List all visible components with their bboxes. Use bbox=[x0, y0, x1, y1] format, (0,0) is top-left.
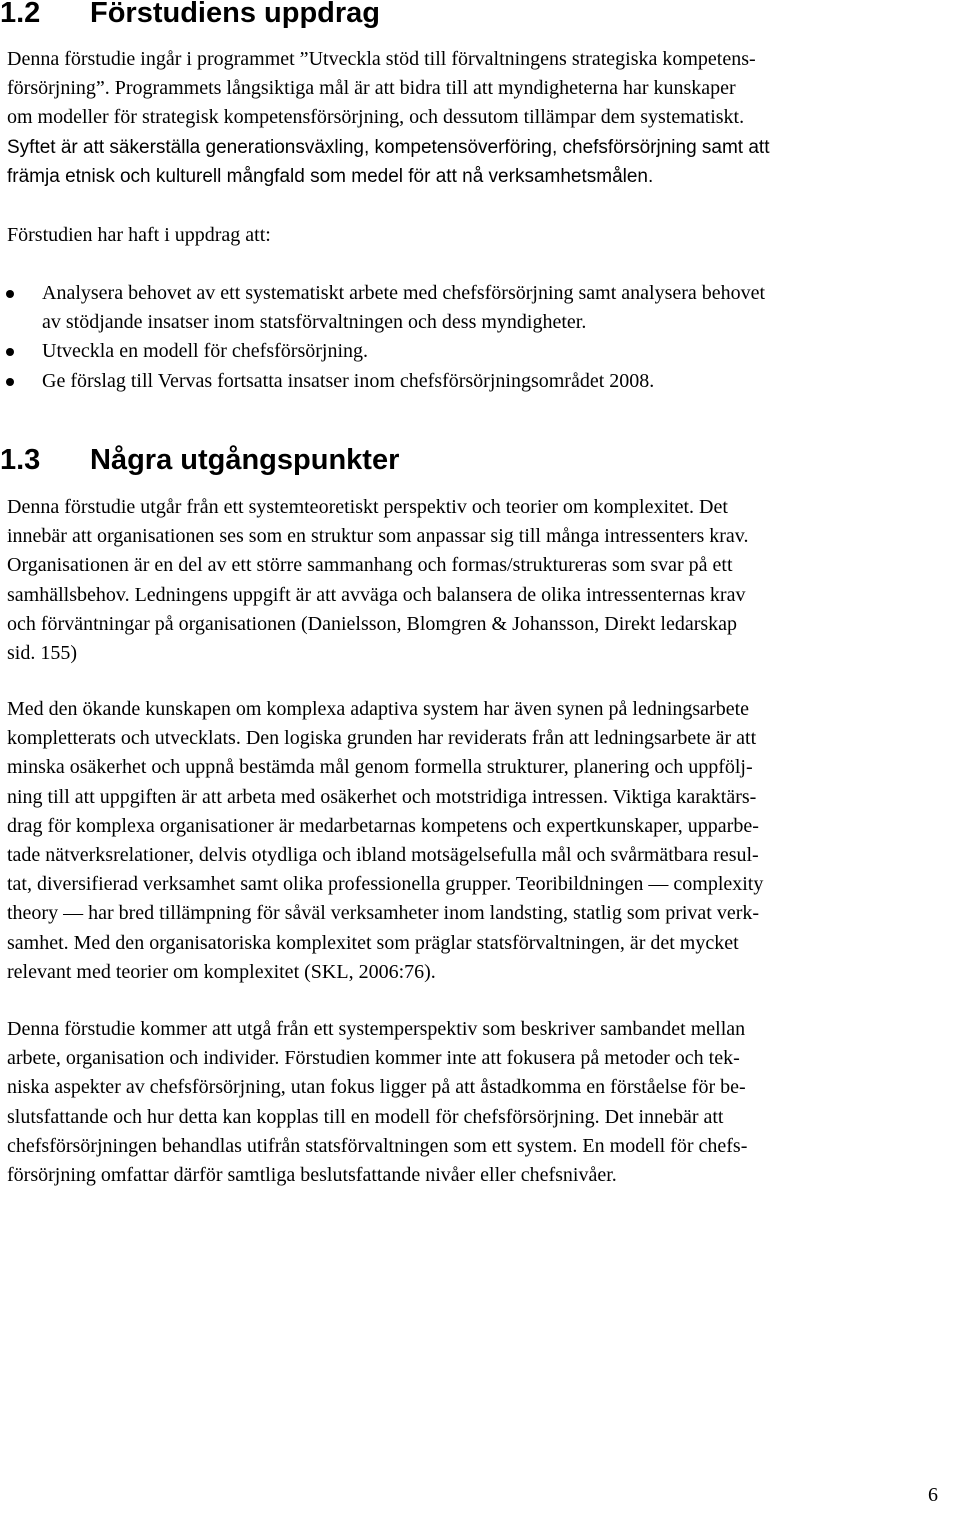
text-line: försörjning”. Programmets långsiktiga mål är att bidra till att myndigheterna har kunskaper bbox=[7, 77, 736, 100]
text-line: slutsfattande och hur detta kan kopplas till en modell för chefsförsörjning. Det innebär att bbox=[7, 1105, 724, 1128]
text-line: försörjning omfattar därför samtliga beslutsfattande nivåer eller chefsnivåer. bbox=[7, 1164, 617, 1187]
assignment-bullet-list bbox=[0, 279, 960, 396]
text-line: Förstudien har haft i uppdrag att: bbox=[7, 224, 271, 246]
text-line: minska osäkerhet och uppnå bestämda mål genom formella strukturer, planering och uppfölj- bbox=[7, 756, 753, 779]
list-item bbox=[0, 337, 960, 366]
text-line: Denna förstudie ingår i programmet ”Utveckla stöd till förvaltningens strategiska kompetens- bbox=[7, 48, 756, 70]
text-line: sid. 155) bbox=[7, 642, 77, 665]
text-line: Denna förstudie utgår från ett systemteoretiskt perspektiv och teorier om komplexitet. Det bbox=[7, 496, 728, 518]
text-line: drag för komplexa organisationer är medarbetarnas kompetens och expertkunskaper, upparbe- bbox=[7, 814, 759, 837]
section-title: Några utgångspunkter bbox=[90, 444, 400, 476]
page-number: 6 bbox=[928, 1484, 938, 1506]
text-line: Ge förslag till Vervas fortsatta insatser inom chefsförsörjningsområdet 2008. bbox=[42, 369, 655, 392]
text-line: chefsförsörjningen behandlas utifrån statsförvaltningen som ett system. En modell för chefs- bbox=[7, 1134, 748, 1157]
text-line: arbete, organisation och individer. Förstudien kommer inte att fokusera på metoder och tek- bbox=[7, 1047, 740, 1070]
text-line: tade nätverksrelationer, delvis otydliga och ibland motsägelsefulla mål och svårmätbara resul- bbox=[7, 844, 759, 867]
text-line: Syftet är att säkerställa generationsväxling, kompetensöverföring, chefsförsörjning samt att bbox=[7, 136, 770, 158]
text-line: theory — har bred tillämpning för såväl verksamheter inom landsting, statlig som privat verk- bbox=[7, 902, 760, 925]
text-line: kompletterats och utvecklats. Den logiska grunden har reviderats från att ledningsarbete är att bbox=[7, 727, 757, 750]
section-number: 1.2 bbox=[0, 0, 41, 29]
text-line: av stödjande insatser inom statsförvaltningen och dess myndigheter. bbox=[42, 311, 587, 334]
section-heading-1-3 bbox=[0, 443, 399, 477]
text-line: Organisationen är en del av ett större sammanhang och formas/struktureras som svar på ett bbox=[7, 554, 733, 577]
text-line: tat, diversifierad verksamhet samt olika professionella grupper. Teoribildningen — complexity bbox=[7, 873, 764, 896]
section-title: Förstudiens uppdrag bbox=[90, 0, 380, 29]
text-line: om modeller för strategisk kompetensförsörjning, och dessutom tillämpar dem systematiskt. bbox=[7, 106, 745, 129]
list-item bbox=[0, 367, 960, 396]
bullet-icon bbox=[6, 290, 14, 298]
list-item bbox=[0, 279, 960, 337]
section-heading-1-2 bbox=[0, 0, 380, 30]
text-line: främja etnisk och kulturell mångfald som medel för att nå verksamhetsmålen. bbox=[7, 165, 654, 187]
text-line: Denna förstudie kommer att utgå från ett systemperspektiv som beskriver sambandet mellan bbox=[7, 1018, 746, 1040]
paragraph-complexity-theory bbox=[7, 695, 960, 987]
paragraph-systems-theory bbox=[7, 493, 960, 668]
text-line: niska aspekter av chefsförsörjning, utan fokus ligger på att åstadkomma en förståelse för be- bbox=[7, 1076, 746, 1099]
text-line: Med den ökande kunskapen om komplexa adaptiva system har även synen på ledningsarbete bbox=[7, 698, 750, 720]
bullet-icon bbox=[6, 348, 14, 356]
paragraph-system-perspective bbox=[7, 1015, 960, 1190]
text-line: samhällsbehov. Ledningens uppgift är att avväga och balansera de olika intressenternas krav bbox=[7, 583, 746, 606]
text-line: samhet. Med den organisatoriska komplexitet som präglar statsförvaltningen, är det mycket bbox=[7, 931, 739, 954]
text-line: ning till att uppgiften är att arbeta med osäkerhet och motstridiga intressen. Viktiga karaktärs- bbox=[7, 785, 757, 808]
text-line: och förväntningar på organisationen (Danielsson, Blomgren & Johansson, Direkt ledarskap bbox=[7, 612, 738, 635]
text-line: innebär att organisationen ses som en struktur som anpassar sig till många intressenters krav. bbox=[7, 525, 749, 548]
text-line: relevant med teorier om komplexitet (SKL, 2006:76). bbox=[7, 960, 436, 983]
paragraph-program-background bbox=[7, 45, 960, 191]
bullet-icon bbox=[6, 378, 14, 386]
text-line: Utveckla en modell för chefsförsörjning. bbox=[42, 340, 369, 363]
paragraph-assignment-intro bbox=[7, 221, 960, 250]
text-line: Analysera behovet av ett systematiskt arbete med chefsförsörjning samt analysera behovet bbox=[42, 282, 766, 304]
section-number: 1.3 bbox=[0, 444, 41, 476]
